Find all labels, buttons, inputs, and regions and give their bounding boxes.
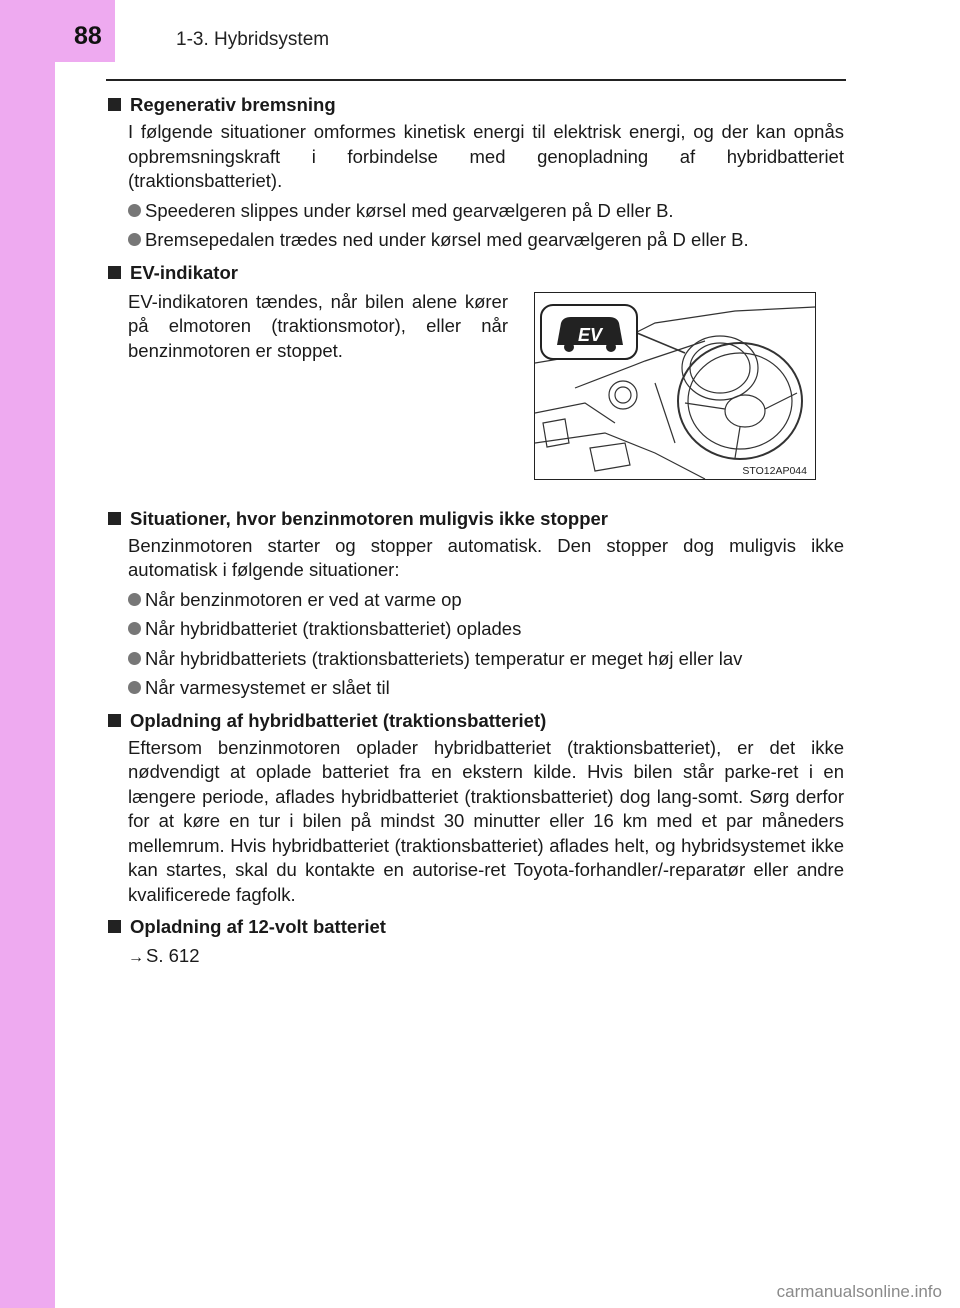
list-item-text: Når benzinmotoren er ved at varme op: [145, 588, 462, 610]
page-reference-text[interactable]: S. 612: [146, 945, 200, 966]
list-item-text: Når varmesystemet er slået til: [145, 677, 390, 698]
dashboard-drawing: [535, 293, 815, 479]
arrow-right-icon: →: [128, 949, 144, 966]
page-content: [108, 90, 844, 971]
list-item: [128, 588, 844, 613]
ev-badge-label: EV: [577, 324, 603, 345]
list-item: [128, 228, 844, 253]
paragraph-ev-indicator: EV-indikatoren tændes, når bilen alene kører på elmotoren (traktionsmotor), eller når benzinmotoren er stoppet.: [128, 290, 508, 361]
list-item-text: Når hybridbatteriets (traktionsbatteriets) temperatur er meget høj eller lav: [145, 647, 743, 669]
paragraph-engine-stop: Benzinmotoren starter og stopper automatisk. Den stopper dog muligvis ikke automatisk i følgende situationer:: [128, 534, 844, 580]
heading-ev-indicator: [108, 260, 844, 286]
ev-indicator-block: [108, 286, 844, 504]
heading-12v-battery-charging: [108, 914, 844, 940]
heading-regenerative-braking: [108, 92, 844, 118]
paragraph-hybrid-battery-charging: Eftersom benzinmotoren oplader hybridbatteriet (traktionsbatteriet), er det ikke nødvendigt at oplade batteriet fra en ekstern kilde. Hvis bilen står parke-ret i en længere periode, aflades hybridbatteriet (traktionsbatteriet) dog lang-somt. Sørg derfor for at køre en tur i bilen på mindst 30 minutter eller 16 km med et par måneders mellemrum. Hvis hybridbatteriet (traktionsbatteriet) aflades helt, og hybridsystemet ikke kan startes, skal du kontakte en autorise-ret Toyota-forhandler/-reparatør eller andre kvalificerede fagfolk.: [128, 736, 844, 905]
list-item: [128, 676, 844, 701]
header-divider: [106, 79, 846, 81]
list-item: [128, 647, 844, 672]
page-reference[interactable]: [128, 944, 844, 971]
square-bullet-icon: [108, 266, 121, 279]
figure-id: STO12AP044: [742, 464, 807, 477]
list-item-text: Bremsepedalen trædes ned under kørsel med gearvælgeren på D eller B.: [145, 229, 749, 250]
watermark: carmanualsonline.info: [776, 1282, 942, 1301]
square-bullet-icon: [108, 714, 121, 727]
heading-engine-stop-situations: [108, 506, 844, 532]
square-bullet-icon: [108, 512, 121, 525]
paragraph-regenerative-braking: I følgende situationer omformes kinetisk energi til elektrisk energi, og der kan opnås opbremsningskraft i forbindelse med genopladning af hybridbatteriet (traktionsbatteriet).: [128, 121, 844, 191]
dashboard-illustration: [534, 292, 816, 480]
circle-bullet-icon: [128, 233, 141, 246]
section-title: 1-3. Hybridsystem: [176, 29, 330, 50]
circle-bullet-icon: [128, 681, 141, 694]
heading-text: Regenerativ bremsning: [130, 94, 336, 115]
square-bullet-icon: [108, 920, 121, 933]
page-number: 88: [74, 22, 102, 50]
square-bullet-icon: [108, 98, 121, 111]
side-color-tab: [0, 0, 55, 1308]
circle-bullet-icon: [128, 622, 141, 635]
list-item-text: Når hybridbatteriet (traktionsbatteriet) oplades: [145, 618, 522, 639]
circle-bullet-icon: [128, 204, 141, 217]
list-item-text: Speederen slippes under kørsel med gearvælgeren på D eller B.: [145, 199, 674, 221]
heading-text: Opladning af 12-volt batteriet: [130, 916, 386, 937]
heading-text: EV-indikator: [130, 261, 238, 283]
heading-hybrid-battery-charging: [108, 708, 844, 734]
heading-text: Situationer, hvor benzinmotoren muligvis ikke stopper: [130, 507, 609, 529]
circle-bullet-icon: [128, 593, 141, 606]
heading-text: Opladning af hybridbatteriet (traktionsbatteriet): [130, 709, 547, 731]
circle-bullet-icon: [128, 652, 141, 665]
list-item: [128, 617, 844, 642]
list-item: [128, 199, 844, 224]
